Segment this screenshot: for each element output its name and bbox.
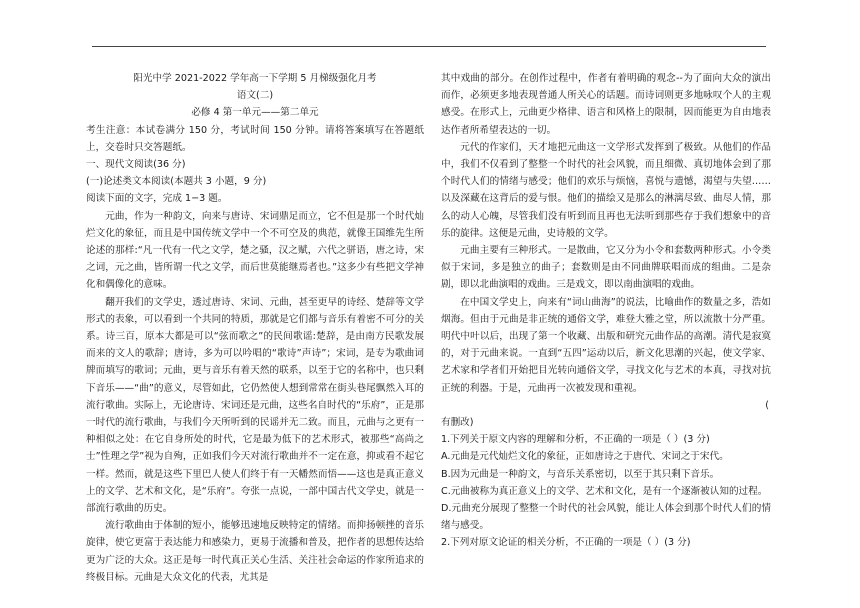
exam-scope: 必修 4 第一单元——第二单元: [191, 107, 319, 119]
question-1-option-b: B.因为元曲是一种韵文，与音乐关系密切，以至于其只剩下音乐。: [441, 468, 720, 480]
left-column: [86, 70, 424, 586]
header-rule: [92, 46, 766, 47]
section-heading: 一、现代文阅读(36 分): [86, 159, 186, 171]
passage-paragraph-7: 在中国文学史上，向来有“词山曲海”的说法，比喻曲作的数量之多，浩如烟海。但由于元曲是非正统的通俗文学，难登大雅之堂，所以流散十分严重。明代中叶以后，出现了第一个收藏、出版和研究元曲作品的高潮。清代是寂寞的，对于元曲来说。一直到“五四”运动以后，新文化思潮的兴起，使文学家、艺术家和学者们开始把目光转向通俗文学，寻找文化与艺术的本真，寻找对抗正统的利器。于是，元曲再一次被发现和重视。: [441, 296, 771, 394]
source-paren: (: [765, 399, 769, 411]
right-column: [441, 70, 771, 552]
passage-paragraph-2: 翻开我们的文学史，透过唐诗、宋词、元曲，甚至更早的诗经、楚辞等文学形式的表象，可以看到一个共同的特质，那就是它们都与音乐有着密不可分的关系。诗三百，原本大都是可以“弦而歌之”的民间歌谣:楚辞，是由南方民歌发展而来的文人的歌辞；唐诗，多为可以吟唱的“歌诗”声诗”；宋词，是专为歌曲词牌而填写的歌词；元曲，更与音乐有着天然的联系，以至于它的名称中，也只剩下音乐——“曲”的意义，尽管如此，它仍然使人想到常常在街头巷尾飘然入耳的流行歌曲。实际上，无论唐诗、宋词还是元曲，这些名自时代的“乐府”，正是那一时代的流行歌曲，与我们今天所听到的民谣并无二致。而且，元曲与之更有一种相似之处：在它自身所处的时代，它是最为低下的艺术形式，被那些“高尚之士”性理之学”视为自殉，正如我们今天对流行歌曲并不一定在意，抑或看不起它一样。然而，就是这些下里巴人使人们终于有一天幡然而悟——这也是真正意义上的文学、艺术和文化，是“乐府”。夸张一点说，一部中国古代文学史，就是一部流行歌曲的历史。: [86, 296, 424, 515]
exam-subject: 语文(二): [236, 90, 274, 102]
exam-notice: 考生注意：本试卷满分 150 分，考试时间 150 分钟。请将答案填写在答题纸上，交卷时只交答题纸。: [86, 124, 424, 153]
question-1: 1.下列关于原文内容的理解和分析，不正确的一项是（ ）(3 分): [441, 434, 710, 446]
passage-paragraph-5: 元代的作家们，天才地把元曲这一文学形式发挥到了极致。从他们的作品中，我们不仅看到了整整一个时代的社会风貌，而且细微、真切地体会到了那个时代人们的情绪与感受；他们的欢乐与烦恼，喜悦与遗憾，渴望与失望……以及深藏在这背后的爱与恨。他们的描绘又是那么的淋漓尽致、曲尽人情，那么的动人心魄，尽管我们没有听到而且再也无法听到那些存于我们想象中的音乐的旋律。这便是元曲，史诗般的文学。: [441, 141, 771, 239]
question-1-option-a: A.元曲是元代灿烂文化的象征，正如唐诗之于唐代、宋词之于宋代。: [441, 451, 729, 463]
passage-paragraph-3: 流行歌曲由于体制的短小，能够迅速地反映特定的情绪。而抑扬顿挫的音乐旋律，使它更富于表达能力和感染力，更易于流播和普及，把作者的思想传达给更为广泛的大众。这正是每一时代真正关心生活、关注社会命运的作家所追求的终极目标。元曲是大众文化的代表，尤其是: [86, 520, 424, 583]
question-2: 2.下列对原文论证的相关分析，不正确的一项是（ ）(3 分): [441, 537, 691, 549]
passage-paragraph-6: 元曲主要有三种形式。一是散曲，它又分为小令和套数两种形式。小令类似于宋词，多是独立的曲子；套数则是由不同曲牌联唱而成的组曲。二是杂剧，即以北曲演唱的戏曲。三是戏文，即以南曲演唱的戏曲。: [441, 245, 771, 291]
question-1-option-d: D.元曲充分展现了整整一个时代的社会风貌，能让人体会到那个时代人们的情绪与感受。: [441, 503, 771, 532]
subsection-heading: (一)论述类文本阅读(本题共 3 小题，9 分): [86, 176, 267, 188]
reading-instruction: 阅读下面的文字，完成 1−3 题。: [86, 193, 228, 205]
passage-paragraph-4: 其中戏曲的部分。在创作过程中，作者有着明确的观念--为了面向大众的演出而作，必须更多地表现普通人所关心的话题。而诗词则更多地咏叹个人的主观感受。在形式上，元曲更少格律、语言和风格上的限制，因而能更为自由地表达作者所希望表达的一切。: [441, 73, 771, 136]
question-1-option-c: C.元曲被称为真正意义上的文学、艺术和文化，是有一个逐渐被认知的过程。: [441, 485, 768, 497]
source-note: 有删改): [441, 417, 474, 429]
exam-title: 阳光中学 2021-2022 学年高一下学期 5 月梯级强化月考: [133, 73, 377, 84]
passage-paragraph-1: 元曲，作为一种韵文，向来与唐诗、宋词鼎足而立，它不但是那一个时代灿烂文化的象征，而且是中国传统文学中一个不可空及的典范，就像王国维先生所论述的那样:“凡一代有一代之文学，楚之骚，汉之赋，六代之骈语，唐之诗，宋之词，元之曲，皆所谓一代之文学，而后世莫能继焉者也。”这多少有些把文学神化和偶像化的意味。: [86, 210, 424, 291]
